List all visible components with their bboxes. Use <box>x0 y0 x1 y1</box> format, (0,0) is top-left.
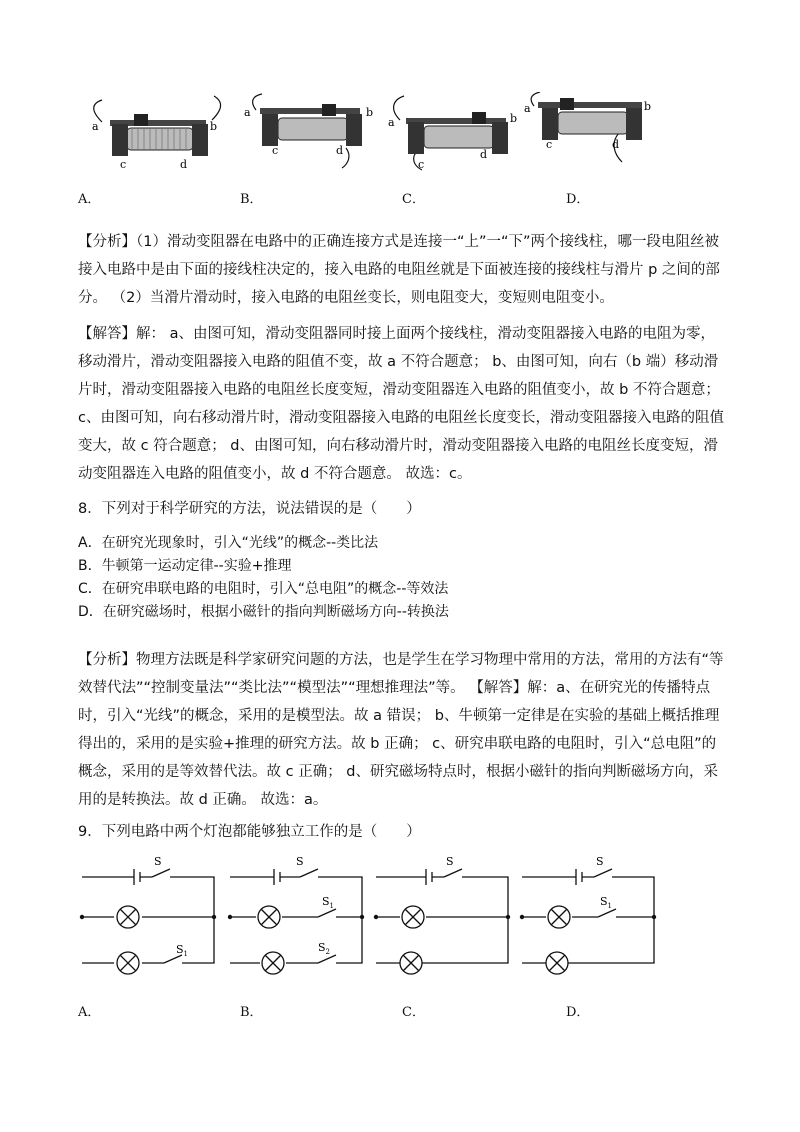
q9-title: 9．下列电路中两个灯泡都能够独立工作的是（ ） <box>78 824 421 840</box>
svg-text:S1 <box>176 943 188 958</box>
q8-choice-a: A．在研究光现象时，引入“光线”的概念--类比法 <box>78 535 379 551</box>
terminal-d-label: d <box>336 144 344 157</box>
q7-analysis <box>78 228 728 312</box>
terminal-c-label: c <box>418 158 425 171</box>
switch-s-label: S <box>296 855 304 868</box>
switch-s1-label: S <box>176 943 184 956</box>
switch-s1-subscript: 1 <box>329 902 335 910</box>
terminal-d-label: d <box>612 138 620 151</box>
q9-option-a-label: A． <box>78 1005 101 1020</box>
terminal-d-label: d <box>480 148 488 161</box>
terminal-b-label: b <box>644 100 652 113</box>
q7-solution <box>78 320 728 488</box>
switch-s-label: S <box>446 855 454 868</box>
rheostat-figure-c <box>380 92 530 172</box>
switch-s1-label: S <box>600 895 608 908</box>
terminal-c-label: c <box>546 138 553 151</box>
switch-s1-label: S <box>322 895 330 908</box>
q7-option-b-label: B． <box>240 192 263 207</box>
solution-tag: 【解答】 <box>78 326 136 342</box>
rheostat-figure-d <box>524 92 674 172</box>
terminal-a-label: a <box>92 120 99 133</box>
svg-text:S1 <box>600 895 612 910</box>
solution-text: 解： a、由图可知，滑动变阻器同时接上面两个接线柱，滑动变阻器接入电路的电阻为零，移动滑片，滑动变阻器接入电路的阻值不变，故 a 不符合题意； b、由图可知，向右（b 端）移动滑片时，滑动变阻器接入电路的电阻丝长度变短，滑动变阻器连入电路的阻值变小，故 b 不符合题意； c、由图可知，向右移动滑片时，滑动变阻器接入电路的电阻丝长度变长，滑动变阻器接入电路的阻值变大，故 c 符合题意； d、由图可知，向右移动滑片时，滑动变阻器接入电路的电阻丝长度变短，滑动变阻器连入电路的阻值变小，故 d 不符合题意。 故选：c。 <box>78 326 724 482</box>
switch-s-label: S <box>154 855 162 868</box>
circuit-figure-b <box>226 855 366 977</box>
circuit-figure-c <box>372 855 512 977</box>
switch-s1-subscript: 1 <box>183 950 189 958</box>
circuit-figure-a <box>78 855 218 977</box>
q8-choice-d: D．在研究磁场时，根据小磁针的指向判断磁场方向--转换法 <box>78 604 449 620</box>
q7-option-a-label: A． <box>78 192 101 207</box>
analysis-tag: 【分析】 <box>78 234 136 250</box>
analysis-text: 物理方法既是科学家研究问题的方法，也是学生在学习物理中常用的方法，常用的方法有“等效替代法”“控制变量法”“类比法”“模型法”“理想推理法”等。 【解答】解：a、在研究光的传播特点时，引入“光线”的概念，采用的是模型法。故 a 错误； b、牛顿第一定律是在实验的基础上概括推理得出的，采用的是实验+推理的研究方法。故 b 正确； c、研究串联电路的电阻时，引入“总电阻”的概念，采用的是等效替代法。故 c 正确； d、研究磁场特点时，根据小磁针的指向判断磁场方向，采用的是转换法。故 d 正确。 故选：a。 <box>78 652 724 808</box>
svg-text:S1 <box>322 895 334 910</box>
terminal-a-label: a <box>388 116 395 129</box>
q8-choices <box>78 532 449 624</box>
terminal-c-label: c <box>272 144 279 157</box>
terminal-b-label: b <box>366 106 374 119</box>
q9-option-b-label: B． <box>240 1005 263 1020</box>
q9-option-c-label: C． <box>402 1005 425 1020</box>
circuit-figure-d <box>518 855 658 977</box>
switch-s1-subscript: 1 <box>607 902 613 910</box>
switch-s2-subscript: 2 <box>325 948 331 956</box>
svg-text:S2 <box>318 941 330 956</box>
q7-option-c-label: C． <box>402 192 425 207</box>
q8-title: 8．下列对于科学研究的方法，说法错误的是（ ） <box>78 501 421 517</box>
terminal-b-label: b <box>510 112 518 125</box>
analysis-tag: 【分析】 <box>78 652 136 668</box>
q7-option-d-label: D． <box>566 192 590 207</box>
terminal-d-label: d <box>180 158 188 171</box>
q8-choice-b: B．牛顿第一运动定律--实验+推理 <box>78 558 292 574</box>
analysis-text: （1）滑动变阻器在电路中的正确连接方式是连接一“上”一“下”两个接线柱，哪一段电阻丝被接入电路中是由下面的接线柱决定的，接入电路的电阻丝就是下面被连接的接线柱与滑片 p 之间的部分。 （2）当滑片滑动时，接入电路的电阻丝变长，则电阻变大，变短则电阻变小。 <box>78 234 720 306</box>
terminal-b-label: b <box>210 120 218 133</box>
terminal-a-label: a <box>244 106 251 119</box>
terminal-a-label: a <box>524 102 531 115</box>
rheostat-figure-b <box>236 92 386 172</box>
q9-option-d-label: D． <box>566 1005 590 1020</box>
q8-analysis <box>78 646 728 814</box>
switch-s-label: S <box>596 855 604 868</box>
q8-choice-c: C．在研究串联电路的电阻时，引入“总电阻”的概念--等效法 <box>78 581 449 597</box>
switch-s2-label: S <box>318 941 326 954</box>
rheostat-figure-a <box>82 92 232 172</box>
terminal-c-label: c <box>120 158 127 171</box>
